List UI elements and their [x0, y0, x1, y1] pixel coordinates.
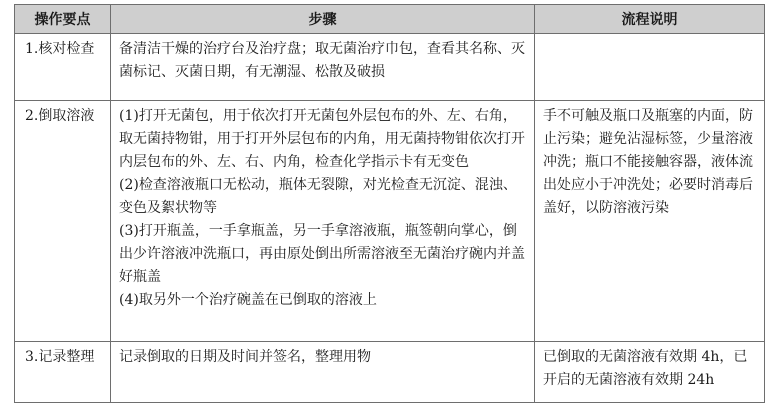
operation-point-cell: 2.倒取溶液 — [15, 101, 111, 342]
table-header-row — [15, 5, 765, 34]
steps-cell — [111, 342, 535, 403]
operation-point-cell: 3.记录整理 — [15, 342, 111, 403]
steps-cell — [111, 34, 535, 101]
header-process-notes: 流程说明 — [535, 5, 765, 34]
notes-cell: 手不可触及瓶口及瓶塞的内面，防止污染；避免沾湿标签，少量溶液冲洗；瓶口不能接触容器，液体流出处应小于冲洗处；必要时消毒后盖好，以防溶液污染 — [535, 101, 765, 342]
step-text: (4)取另外一个治疗碗盖在已倒取的溶液上 — [119, 292, 377, 308]
header-steps: 步骤 — [111, 5, 535, 34]
procedure-table — [14, 4, 765, 403]
step-text: 记录倒取的日期及时间并签名，整理用物 — [119, 349, 371, 365]
step-text: 备清洁干燥的治疗台及治疗盘；取无菌治疗巾包，查看其名称、灭菌标记、灭菌日期，有无潮湿、松散及破损 — [119, 41, 525, 80]
steps-cell — [111, 101, 535, 342]
notes-cell: 已倒取的无菌溶液有效期 4h，已开启的无菌溶液有效期 24h — [535, 342, 765, 403]
step-text: (3)打开瓶盖，一手拿瓶盖，另一手拿溶液瓶，瓶签朝向掌心，倒出少许溶液冲洗瓶口，再由原处倒出所需溶液至无菌治疗碗内并盖好瓶盖 — [119, 223, 525, 285]
step-text: (2)检查溶液瓶口无松动，瓶体无裂隙，对光检查无沉淀、混浊、变色及絮状物等 — [119, 177, 517, 216]
operation-point-cell: 1.核对检查 — [15, 34, 111, 101]
table-row — [15, 101, 765, 342]
table-row — [15, 34, 765, 101]
header-operation-point: 操作要点 — [15, 5, 111, 34]
notes-cell — [535, 34, 765, 101]
step-text: (1)打开无菌包，用于依次打开无菌包外层包布的外、左、右角，取无菌持物钳，用于打开外层包布的内角，用无菌持物钳依次打开内层包布的外、左、右、内角，检查化学指示卡有无变色 — [119, 108, 525, 170]
table-row — [15, 342, 765, 403]
